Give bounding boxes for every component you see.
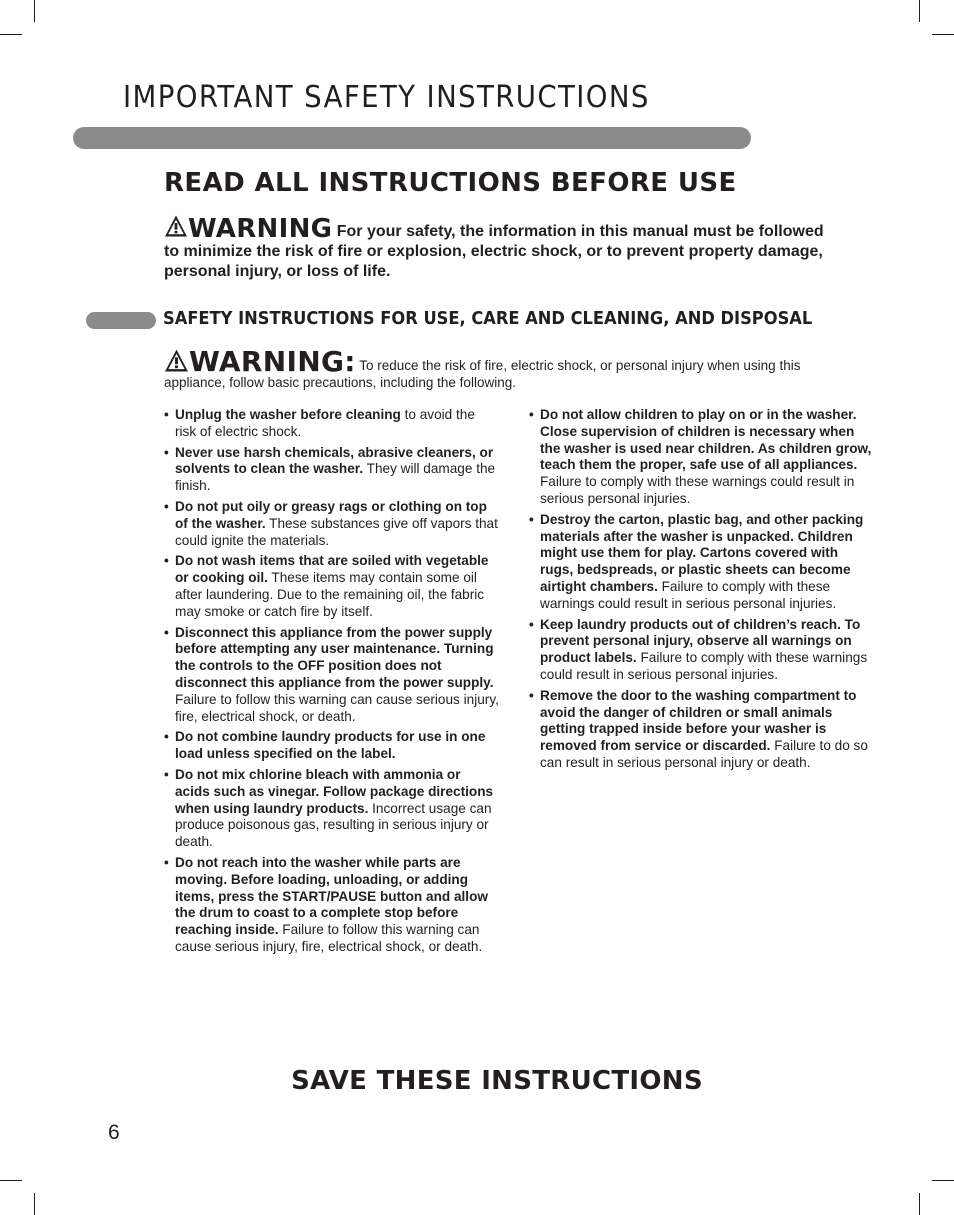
bullet: •	[164, 624, 169, 640]
instructions-left-column	[164, 407, 499, 960]
warning-text: For your safety, the information in this manual must be followed to minimize the risk of fire or explosion, electric shock, or to prevent property damage, personal injury, or loss of life.	[164, 223, 824, 280]
bullet: •	[164, 444, 169, 460]
save-instructions-heading: SAVE THESE INSTRUCTIONS	[291, 1066, 703, 1096]
list-item	[529, 512, 874, 613]
bullet: •	[529, 687, 534, 703]
item-text: Failure to comply with these warnings could result in serious personal injuries.	[540, 650, 868, 682]
read-all-heading: READ ALL INSTRUCTIONS BEFORE USE	[164, 168, 737, 198]
item-text: These substances give off vapors that could ignite the materials.	[175, 515, 498, 548]
bullet: •	[164, 407, 169, 422]
item-bold-text: Remove the door to the washing compartment to avoid the danger of children or small animals getting trapped inside before your washer is removed from service or discarded.	[540, 687, 857, 754]
section-title: SAFETY INSTRUCTIONS FOR USE, CARE AND CLEANING, AND DISPOSAL	[163, 309, 813, 329]
list-item	[164, 729, 499, 763]
list-item	[164, 625, 499, 726]
list-item	[164, 407, 499, 441]
crop-mark	[34, 0, 35, 22]
crop-mark	[0, 34, 22, 35]
crop-mark	[0, 1180, 22, 1181]
item-bold-text: Do not mix chlorine bleach with ammonia or acids such as vinegar. Follow package directions when using laundry products.	[175, 766, 494, 816]
crop-mark	[919, 0, 920, 22]
instructions-right-column	[529, 407, 874, 776]
list-item	[164, 553, 499, 620]
warning-label: WARNING:	[189, 345, 356, 378]
item-bold-text: Never use harsh chemicals, abrasive cleaners, or solvents to clean the washer.	[175, 444, 494, 477]
item-bold-text: Destroy the carton, plastic bag, and other packing materials after the washer is unpacked. Children might use them for play. Cartons covered with rugs, bedspreads, or plastic sheets can become airtight chambers.	[540, 511, 864, 594]
warning-triangle-icon	[164, 214, 188, 238]
crop-mark	[919, 1193, 920, 1215]
list-item	[164, 855, 499, 956]
item-text: They will damage the finish.	[175, 461, 496, 494]
warning-label: WARNING	[188, 214, 333, 244]
item-text: Failure to comply with these warnings could result in serious personal injuries.	[540, 578, 837, 611]
list-item	[529, 407, 874, 508]
item-bold-text: Unplug the washer before cleaning	[175, 407, 401, 422]
page-header-title: IMPORTANT SAFETY INSTRUCTIONS	[123, 80, 650, 115]
item-bold-text: Disconnect this appliance from the power supply before attempting any user maintenance. Turning the controls to the OFF position does not disconnect this appliance from the power supply.	[175, 624, 494, 690]
bullet: •	[164, 729, 169, 745]
item-text: Incorrect usage can produce poisonous gas, resulting in serious injury or death.	[175, 800, 492, 850]
item-bold-text: Do not wash items that are soiled with vegetable or cooking oil.	[175, 553, 489, 586]
item-text: Failure to follow this warning can cause serious injury, fire, electrical shock, or death.	[175, 922, 483, 954]
bullet: •	[164, 553, 169, 569]
list-item	[529, 617, 874, 684]
crop-mark	[932, 34, 954, 35]
list-item	[529, 688, 874, 772]
item-bold-text: Do not reach into the washer while parts are moving. Before loading, unloading, or adding items, press the START/PAUSE button and allow the drum to coast to a complete stop before reaching inside.	[175, 854, 488, 938]
bullet: •	[529, 511, 534, 527]
item-bold-text: Do not allow children to play on or in the washer. Close supervision of children is necessary when the washer is used near children. As children grow, teach them the proper, safe use of all appliances.	[540, 407, 872, 473]
item-text: Failure to do so can result in serious personal injury or death.	[540, 738, 868, 770]
list-item	[164, 767, 499, 851]
bullet: •	[529, 407, 534, 422]
bullet: •	[529, 616, 534, 632]
list-item	[164, 445, 499, 495]
item-bold-text: Do not combine laundry products for use in one load unless specified on the label.	[175, 729, 486, 762]
section-pill	[86, 312, 156, 329]
warning-triangle-icon	[164, 348, 189, 373]
page-number: 6	[108, 1121, 120, 1144]
bullet: •	[164, 766, 169, 782]
warning-block	[164, 214, 824, 282]
warning-block	[164, 345, 854, 391]
warning-text: To reduce the risk of fire, electric shock, or personal injury when using this appliance, follow basic precautions, including the following.	[164, 358, 801, 390]
item-text: Failure to follow this warning can cause serious injury, fire, electrical shock, or death.	[175, 691, 499, 724]
bullet: •	[164, 498, 169, 514]
item-bold-text: Do not put oily or greasy rags or clothing on top of the washer.	[175, 498, 487, 531]
list-item	[164, 499, 499, 549]
item-bold-text: Keep laundry products out of children’s reach. To prevent personal injury, observe all warnings on product labels.	[540, 616, 861, 666]
header-bar	[73, 127, 751, 149]
bullet: •	[164, 854, 169, 870]
item-text: Failure to comply with these warnings could result in serious personal injuries.	[540, 474, 855, 506]
item-text: These items may contain some oil after laundering. Due to the remaining oil, the fabric may smoke or catch fire by itself.	[175, 570, 485, 619]
crop-mark	[34, 1193, 35, 1215]
crop-mark	[932, 1180, 954, 1181]
item-text: to avoid the risk of electric shock.	[175, 407, 475, 439]
